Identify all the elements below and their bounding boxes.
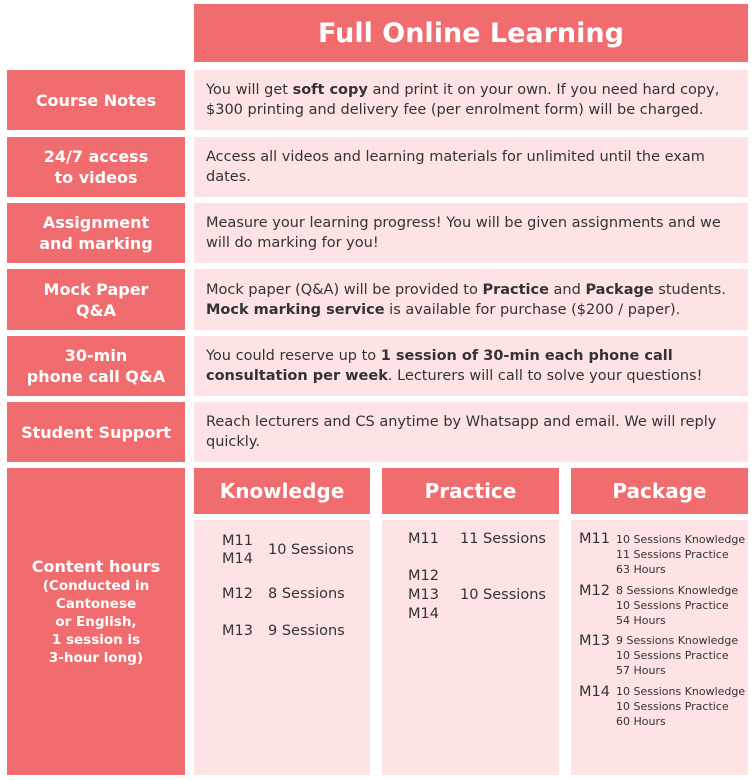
row-label-content-hours — [7, 468, 185, 775]
row-desc-student-support — [194, 402, 748, 462]
knowledge-header: Knowledge — [194, 468, 370, 514]
practice-module: M13 — [408, 587, 439, 603]
package-panel — [571, 520, 748, 775]
body-text: Mock paper (Q&A) will be provided to — [206, 281, 483, 298]
content-hours-title: Content hours — [31, 557, 161, 576]
body-text: You will get — [206, 82, 293, 98]
practice-header: Practice — [382, 468, 559, 514]
package-header: Package — [571, 468, 748, 514]
row-label-mock-paper: Mock Paper Q&A — [7, 269, 185, 330]
body-text: Measure your learning progress! You will be given assignments and we will do marking for you! — [206, 215, 721, 251]
emphasis-text: Practice — [482, 281, 549, 298]
emphasis-text: soft copy — [292, 82, 368, 98]
knowledge-module: M11 — [222, 533, 253, 549]
page-title: Full Online Learning — [194, 4, 748, 62]
row-desc-assignment — [194, 203, 748, 263]
row-desc-mock-paper — [194, 269, 748, 330]
row-label-phone-call: 30-min phone call Q&A — [7, 336, 185, 396]
emphasis-text: 1 session of 30-min each phone call consultation per week — [206, 348, 673, 384]
row-label-assignment: Assignment and marking — [7, 203, 185, 263]
row-desc-phone-call — [194, 336, 748, 396]
package-detail: 10 Sessions Knowledge 10 Sessions Practice 60 Hours — [616, 685, 746, 728]
body-text: . Lecturers will call to solve your questions! — [387, 368, 703, 384]
content-hours-note: (Conducted in Cantonese or English, 1 session is 3-hour long) — [42, 578, 150, 666]
practice-module: M11 — [408, 531, 439, 547]
package-detail: 9 Sessions Knowledge 10 Sessions Practice 57 Hours — [616, 634, 739, 677]
knowledge-module: M14 — [222, 551, 253, 567]
row-label-video-access: 24/7 access to videos — [7, 137, 185, 197]
knowledge-sessions: 8 Sessions — [268, 586, 345, 602]
body-text: and — [548, 281, 586, 298]
practice-sessions: 10 Sessions — [460, 587, 546, 603]
practice-sessions: 11 Sessions — [460, 531, 546, 547]
row-desc-course-notes — [194, 70, 748, 130]
package-detail: 10 Sessions Knowledge 11 Sessions Practice 63 Hours — [616, 533, 746, 576]
row-label-course-notes: Course Notes — [7, 70, 185, 130]
emphasis-text: Mock marking service — [206, 301, 385, 318]
knowledge-sessions: 10 Sessions — [268, 542, 354, 558]
body-text: students. — [653, 281, 726, 298]
practice-module: M14 — [408, 606, 439, 622]
knowledge-module: M13 — [222, 623, 253, 639]
body-text: Access all videos and learning materials for unlimited until the exam dates. — [206, 149, 705, 185]
package-module: M14 — [579, 684, 610, 700]
knowledge-module: M12 — [222, 586, 253, 602]
emphasis-text: Package — [585, 281, 654, 298]
body-text: Reach lecturers and CS anytime by Whatsapp and email. We will reply quickly. — [206, 414, 717, 450]
row-label-student-support: Student Support — [7, 402, 185, 462]
body-text: is available for purchase ($200 / paper). — [384, 301, 681, 318]
body-text: You could reserve up to — [206, 348, 381, 364]
package-detail: 8 Sessions Knowledge 10 Sessions Practice 54 Hours — [616, 584, 739, 627]
practice-panel — [382, 520, 559, 775]
package-module: M12 — [579, 583, 610, 599]
knowledge-panel — [194, 520, 370, 775]
body-text: and print it on your own. If you need hard copy, $300 printing and delivery fee (per enrolment form) will be charged. — [206, 82, 720, 118]
package-module: M11 — [579, 531, 610, 547]
practice-module: M12 — [408, 568, 439, 584]
row-desc-video-access — [194, 137, 748, 197]
package-module: M13 — [579, 633, 610, 649]
knowledge-sessions: 9 Sessions — [268, 623, 345, 639]
